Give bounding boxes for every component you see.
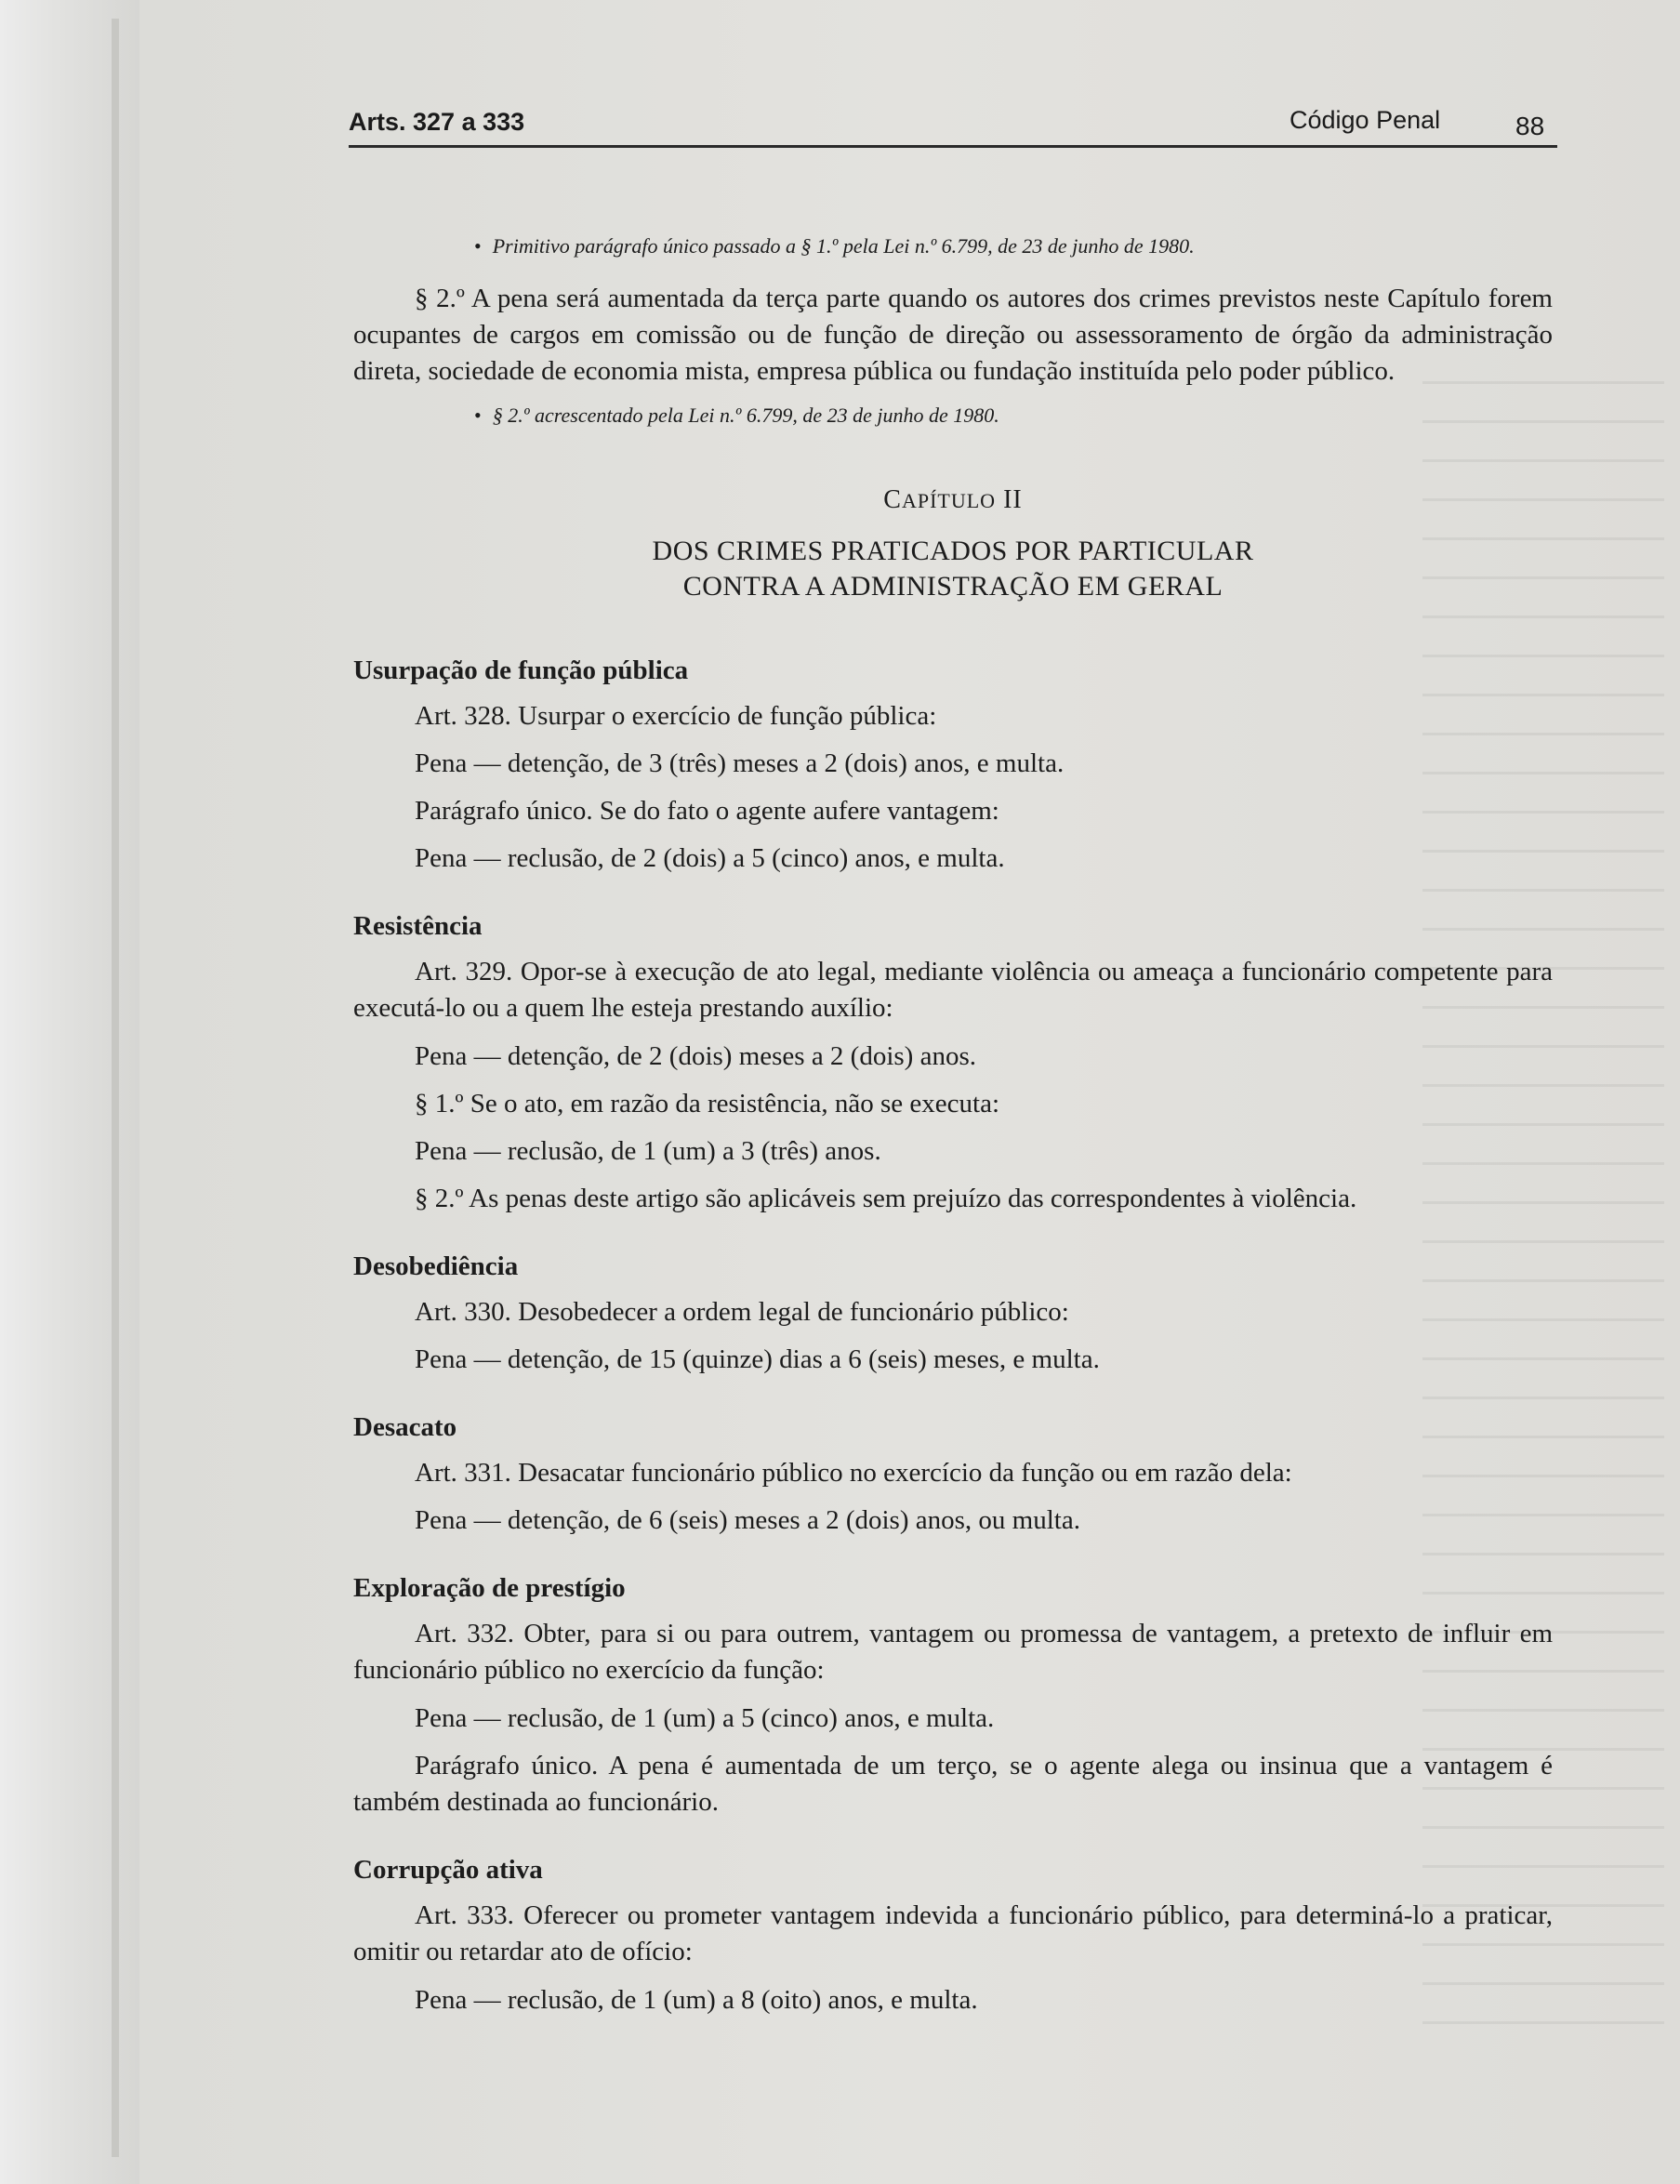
- pena-328-paragrafo: Pena — reclusão, de 2 (dois) a 5 (cinco) anos, e multa.: [415, 843, 1005, 873]
- section-heading-resistencia: Resistência: [353, 911, 483, 941]
- footnote-primitivo: • Primitivo parágrafo único passado a § 1.º pela Lei n.º 6.799, de 23 de junho de 1980.: [474, 234, 1195, 258]
- article-328: Art. 328. Usurpar o exercício de função pública:: [415, 701, 937, 731]
- chapter-heading: [353, 482, 1553, 604]
- page-number: 88: [1515, 112, 1545, 140]
- paragrafo-unico-332: Parágrafo único. A pena é aumentada de um terço, se o agente alega ou insinua que a vantagem é também destinada ao funcionário.: [353, 1751, 1553, 1817]
- paragraph-2: § 2.º A pena será aumentada da terça parte quando os autores dos crimes previstos neste Capítulo forem ocupantes de cargos em comissão ou de função de direção ou assessoramento de órgão da administração direta, sociedade de economia mista, empresa pública ou fundação instituída pelo poder público.: [353, 284, 1553, 386]
- pena-328: Pena — detenção, de 3 (três) meses a 2 (dois) anos, e multa.: [415, 748, 1065, 778]
- header-book-title: Código Penal: [1290, 106, 1441, 134]
- pena-330: Pena — detenção, de 15 (quinze) dias a 6 (seis) meses, e multa.: [415, 1344, 1100, 1374]
- chapter-number: CAPÍTULO II: [883, 485, 1023, 514]
- page-body: [353, 232, 1553, 2030]
- header-rule: [349, 145, 1557, 148]
- pena-332: Pena — reclusão, de 1 (um) a 5 (cinco) anos, e multa.: [415, 1703, 995, 1733]
- header-articles: Arts. 327 a 333: [349, 108, 525, 136]
- pena-331: Pena — detenção, de 6 (seis) meses a 2 (dois) anos, ou multa.: [415, 1505, 1080, 1535]
- pena-333: Pena — reclusão, de 1 (um) a 8 (oito) anos, e multa.: [415, 1985, 978, 2015]
- article-331: Art. 331. Desacatar funcionário público no exercício da função ou em razão dela:: [415, 1458, 1292, 1488]
- article-332: Art. 332. Obter, para si ou para outrem, vantagem ou promessa de vantagem, a pretexto de influir em funcionário público no exercício da função:: [353, 1619, 1553, 1685]
- running-header: [349, 100, 1557, 147]
- chapter-title-line-1: DOS CRIMES PRATICADOS POR PARTICULAR: [652, 536, 1254, 566]
- footnote-acrescentado: • § 2.º acrescentado pela Lei n.º 6.799, de 23 de junho de 1980.: [474, 404, 999, 427]
- paragraph-329-2: § 2.º As penas deste artigo são aplicáveis sem prejuízo das correspondentes à violência.: [415, 1184, 1357, 1213]
- pena-329-1: Pena — reclusão, de 1 (um) a 3 (três) anos.: [415, 1136, 881, 1166]
- section-heading-exploracao: Exploração de prestígio: [353, 1573, 626, 1603]
- article-330: Art. 330. Desobedecer a ordem legal de funcionário público:: [415, 1297, 1069, 1327]
- paragrafo-unico-328: Parágrafo único. Se do fato o agente aufere vantagem:: [415, 796, 999, 826]
- section-heading-corrupcao: Corrupção ativa: [353, 1855, 543, 1885]
- chapter-title-line-2: CONTRA A ADMINISTRAÇÃO EM GERAL: [682, 571, 1224, 602]
- binding-edge: [112, 19, 119, 2157]
- section-heading-desobediencia: Desobediência: [353, 1251, 519, 1281]
- footnote-text: § 2.º acrescentado pela Lei n.º 6.799, de 23 de junho de 1980.: [492, 404, 999, 427]
- pena-329: Pena — detenção, de 2 (dois) meses a 2 (dois) anos.: [415, 1041, 977, 1071]
- section-heading-usurpacao: Usurpação de função pública: [353, 655, 689, 685]
- article-329: Art. 329. Opor-se à execução de ato legal, mediante violência ou ameaça a funcionário competente para executá-lo ou a quem lhe esteja prestando auxílio:: [353, 957, 1553, 1023]
- section-heading-desacato: Desacato: [353, 1412, 457, 1442]
- paragraph-329-1: § 1.º Se o ato, em razão da resistência, não se executa:: [415, 1089, 1000, 1118]
- article-333: Art. 333. Oferecer ou prometer vantagem indevida a funcionário público, para determiná-lo a praticar, omitir ou retardar ato de ofício:: [353, 1900, 1553, 1966]
- footnote-text: Primitivo parágrafo único passado a § 1.º pela Lei n.º 6.799, de 23 de junho de 1980.: [492, 234, 1195, 258]
